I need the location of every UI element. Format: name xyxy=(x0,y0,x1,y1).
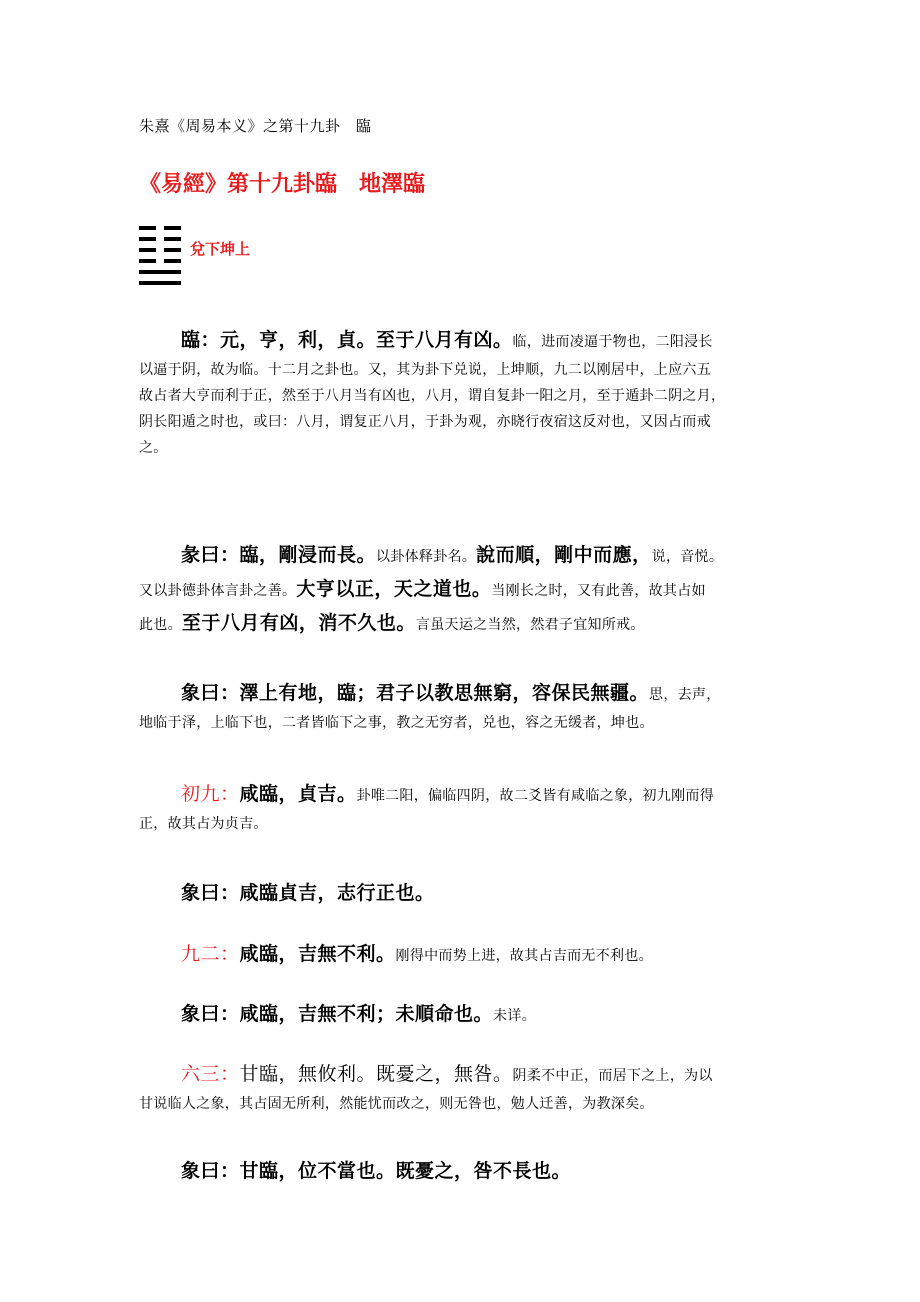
commentary: 又以卦德卦体言卦之善。 xyxy=(139,583,297,599)
paragraph-xiang-3 xyxy=(139,1154,784,1188)
paragraph-xiang-1 xyxy=(139,876,784,910)
commentary: 思，去声， xyxy=(649,687,721,703)
xiang-text: 象曰：甘臨，位不當也。既憂之，咎不長也。 xyxy=(181,1160,572,1182)
line-text: 咸臨，吉無不利。 xyxy=(239,943,396,965)
trigram-label: 兌下坤上 xyxy=(190,240,251,258)
tuan-text: 大亨以正，天之道也。 xyxy=(296,578,492,600)
commentary-line: 甘说临人之象，其占固无所利，然能忧而改之，则无咎也，勉人迁善，为教深矣。 xyxy=(139,1096,654,1112)
xiang-text: 象曰：咸臨貞吉，志行正也。 xyxy=(181,882,435,904)
tuan-text: 說而順，剛中而應， xyxy=(476,544,652,566)
commentary-line: 正，故其占为贞吉。 xyxy=(139,816,268,832)
commentary: 卦唯二阳，偏临四阴，故二爻皆有咸临之象，初九刚而得 xyxy=(356,788,715,804)
line-text: 甘臨，無攸利。既憂之，無咎。 xyxy=(239,1063,513,1085)
paragraph-line-2 xyxy=(139,937,784,971)
commentary-line: 地临于泽，上临下也，二者皆临下之事，教之无穷者，兑也，容之无缓者，坤也。 xyxy=(139,715,654,731)
commentary: 阴柔不中正，而居下之上，为以 xyxy=(512,1068,713,1084)
tuan-text: 彖曰：臨，剛浸而長。 xyxy=(181,544,377,566)
paragraph-line-3 xyxy=(139,1057,784,1117)
commentary-line: 以逼于阴，故为临。十二月之卦也。又，其为卦下兑说，上坤顺，九二以刚居中，上应六五 xyxy=(139,362,711,378)
paragraph-xiang-2 xyxy=(139,997,784,1031)
paragraph-xiang xyxy=(139,676,784,736)
page-title: 《易經》第十九卦臨 地澤臨 xyxy=(139,172,426,197)
commentary: 未详。 xyxy=(493,1008,536,1024)
commentary: 言虽天运之当然，然君子宜知所戒。 xyxy=(415,617,645,633)
commentary-line: 故占者大亨而利于正，然至于八月当有凶也，八月，谓自复卦一阳之月，至于遁卦二阴之月， xyxy=(139,388,726,404)
judgment-text: 臨：元，亨，利，貞。至于八月有凶。 xyxy=(181,329,513,351)
commentary: 以卦体释卦名。 xyxy=(376,549,477,565)
commentary: 说，音悦。 xyxy=(651,549,724,565)
page-header: 朱熹《周易本义》之第十九卦 臨 xyxy=(139,117,372,135)
paragraph-line-1 xyxy=(139,777,784,837)
commentary: 刚得中而势上进，故其占吉而无不利也。 xyxy=(395,948,653,964)
commentary-line: 阴长阳遁之时也，或曰：八月，谓复正八月，于卦为观，亦晓行夜宿这反对也，又因占而戒 xyxy=(139,414,711,430)
commentary: 临，进而凌逼于物也，二阳浸长 xyxy=(512,334,713,350)
paragraph-judgment xyxy=(139,323,784,461)
hexagram-lin-icon xyxy=(139,226,181,286)
line-label: 九二： xyxy=(181,943,240,965)
line-text: 咸臨，貞吉。 xyxy=(239,783,357,805)
paragraph-tuan xyxy=(139,538,784,640)
commentary: 此也。 xyxy=(139,617,182,633)
line-label: 六三： xyxy=(181,1063,240,1085)
commentary: 当刚长之时，又有此善，故其占如 xyxy=(491,583,706,599)
commentary-line: 之。 xyxy=(139,440,168,456)
line-label: 初九： xyxy=(181,783,240,805)
xiang-text: 象曰：澤上有地，臨；君子以教思無窮，容保民無疆。 xyxy=(181,682,650,704)
tuan-text: 至于八月有凶，消不久也。 xyxy=(181,612,416,634)
xiang-text: 象曰：咸臨，吉無不利；未順命也。 xyxy=(181,1003,494,1025)
